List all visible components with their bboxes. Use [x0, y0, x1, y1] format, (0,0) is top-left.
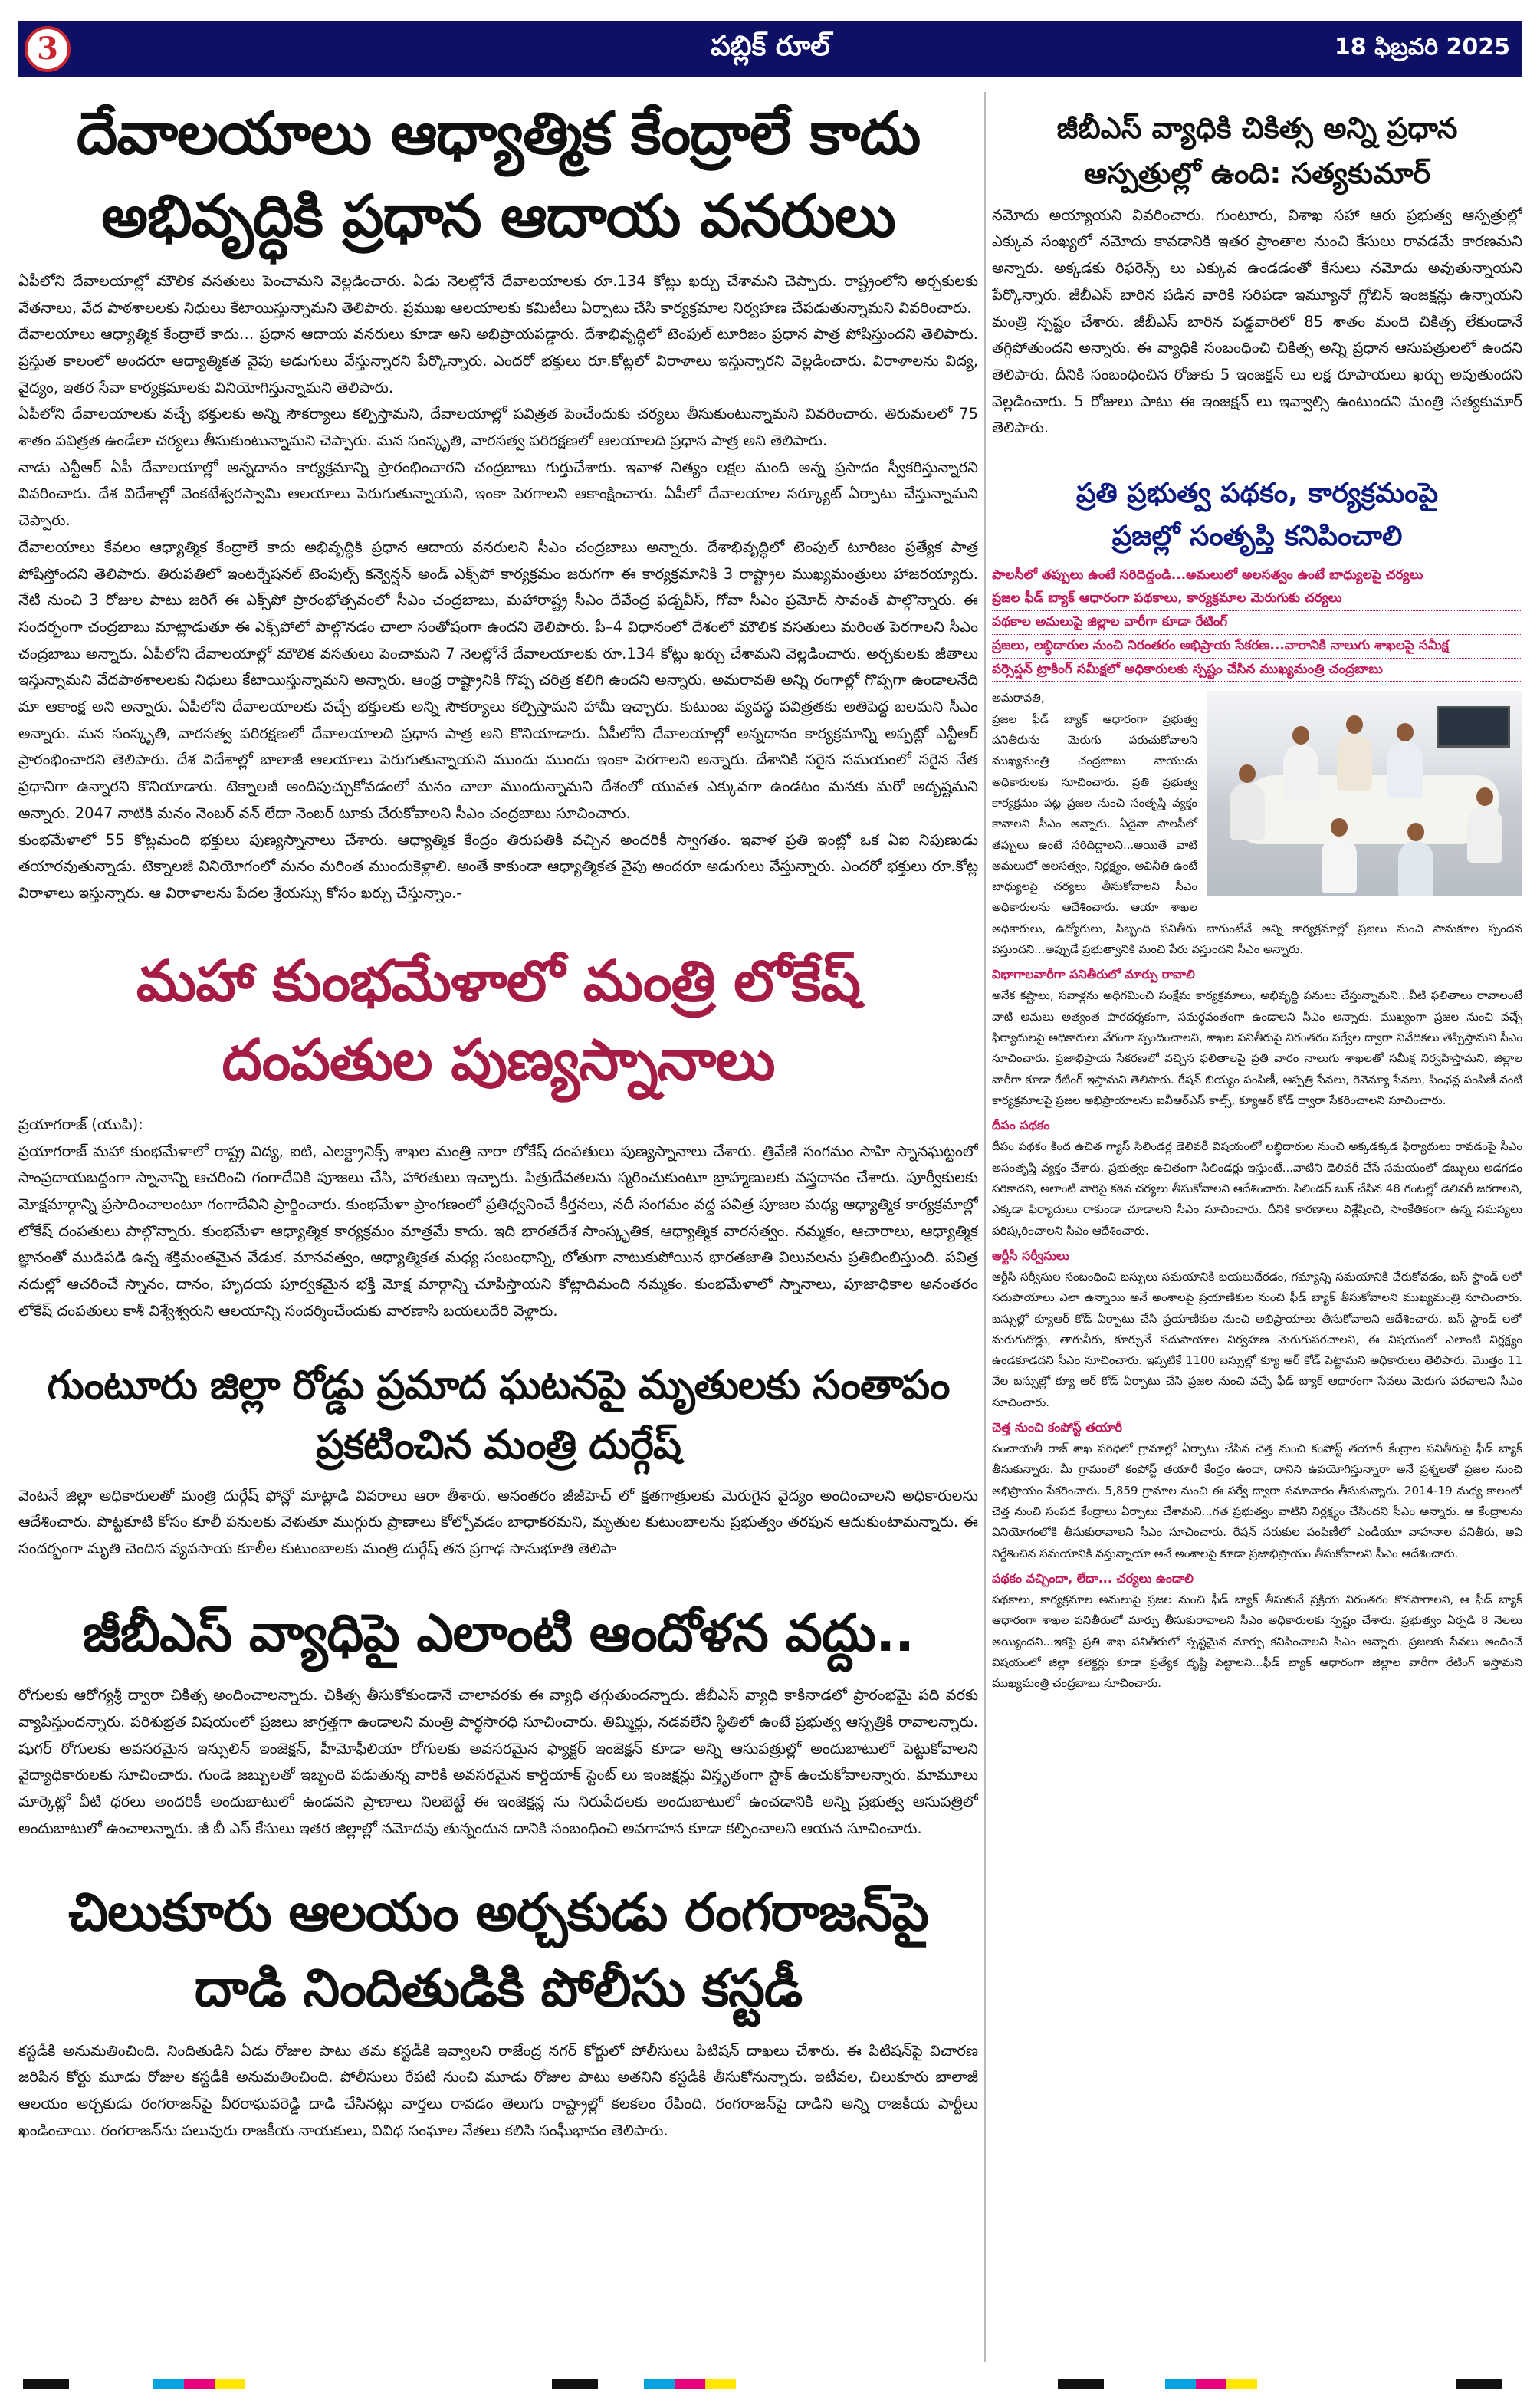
- article-body: ఏపీలోని దేవాలయాల్లో మౌలిక వసతులు పెంచామని వెల్లడించారు. ఏడు నెలల్లోనే దేవాలయాలకు రూ.134 కోట్లు ఖర్చు చేశామని చెప్పారు. రాష్ట్రంలోని అర్చకులకు వేతనాలు, వేద పాఠశాలలకు నిధులు కేటాయిస్తున్నామని తెలిపారు. ప్రముఖ ఆలయాలకు కమిటీలు ఏర్పాటు చేసి కార్యక్రమాల నిర్వహణ చేపడుతున్నామని వివరించారు. దేవాలయాలు ఆధ్యాత్మిక కేంద్రాలే కాదు… ప్రధాన ఆదాయ వనరులు కూడా అని అభిప్రాయపడ్డారు. దేశాభివృద్ధిలో టెంపుల్ టూరిజం ప్రధాన పాత్ర పోషిస్తుందని తెలిపారు. ప్రస్తుత కాలంలో అందరూ ఆధ్యాత్మికత వైపు అడుగులు వేస్తున్నారని పేర్కొన్నారు. ఎందరో భక్తులు రూ.కోట్లలో విరాళాలు ఇస్తున్నారని వెల్లడించారు. విరాళాలను విద్య, వైద్యం, ఇతర సేవా కార్యక్రమాలకు వినియోగిస్తున్నామని తెలిపారు. ఏపీలోని దేవాలయాలకు వచ్చే భక్తులకు అన్ని సౌకర్యాలు కల్పిస్తామని, దేవాలయాల్లో పవిత్రత పెంచేందుకు చర్యలు తీసుకుంటున్నామని వివరించారు. తిరుమలలో 75 శాతం పవిత్రత ఉండేలా చర్యలు తీసుకుంటున్నామని చెప్పారు. మన సంస్కృతి, వారసత్వ పరిరక్షణలో ఆలయాలది ప్రధాన పాత్ర అని తెలిపారు. నాడు ఎన్టీఆర్ ఏపీ దేవాలయాల్లో అన్నదానం కార్యక్రమాన్ని ప్రారంభించారని చంద్రబాబు గుర్తుచేశారు. ఇవాళ నిత్యం లక్షల మంది అన్న ప్రసాదం స్వీకరిస్తున్నారని వివరించారు. దేశ విదేశాల్లో వెంకటేశ్వరస్వామి ఆలయాలు పెరుగుతున్నాయని, ఇంకా పెరగాలని ఆకాంక్షించారు. ఏపీలో దేవాలయాల సర్క్యూట్ ఏర్పాటు చేస్తున్నామని చెప్పారు. దేవాలయాలు కేవలం ఆధ్యాత్మిక కేంద్రాలే కాదు అభివృద్ధికి ప్రధాన ఆదాయ వనరులని సీఎం చంద్రబాబు అన్నారు. దేశాభివృద్ధిలో టెంపుల్ టూరిజం ప్రత్యేక పాత్ర పోషిస్తోందని తెలిపారు. తిరుపతిలో ఇంటర్నేషనల్ టెంపుల్స్ కన్వెన్షన్ అండ్ ఎక్స్‌పో కార్యక్రమం జరుగగా ఈ కార్యక్రమానికి 3 రాష్ట్రాల ముఖ్యమంత్రులు హాజరయ్యారు. నేటి నుంచి 3 రోజుల పాటు జరిగే ఈ ఎక్స్‌పో ప్రారంభోత్సవంలో సీఎం చంద్రబాబు, మహారాష్ట్ర సీఎం దేవేంద్ర ఫడ్నవీస్, గోవా సీఎం ప్రమోద్ సావంత్ పాల్గొన్నారు. ఈ సందర్భంగా చంద్రబాబు మాట్లాడుతూ ఈ ఎక్స్‌పోలో పాల్గొనడం చాలా సంతోషంగా ఉందని తెలిపారు. పీ–4 విధానంలో దేశంలో మౌలిక వసతులు మరింత పెరగాలని సీఎం చంద్రబాబు అన్నారు. ఏపీలోని దేవాలయాల్లో మౌలిక వసతులు పెంచామని 7 నెలల్లోనే దేవాలయాలకు రూ.134 కోట్లు ఖర్చు చేశామని వెల్లడించారు. అర్చకులకు జీతాలు ఇస్తున్నామని వేదపాఠశాలలకు నిధులు కేటాయిస్తున్నామని అన్నారు. ఆంధ్ర రాష్ట్రానికి గొప్ప చరిత్ర కలిగి ఉందని అన్నారు. అమరావతి అన్ని రంగాల్లో గొప్పగా ఉండాలనేది మా ఆకాంక్ష అని అన్నారు. ఏపీలోని దేవాలయాలకు వచ్చే భక్తులకు అన్ని సౌకర్యాలు కల్పిస్తామని హామీ ఇచ్చారు. కుటుంబ వ్యవస్థ పవిత్రతకు అతిపెద్ద బలమని సీఎం అన్నారు. మన సంస్కృతి, వారసత్వ పరిరక్షణలో దేవాలయాలది ప్రధాన పాత్ర అని కొనియాడారు. ఏపీలోని దేవాలయాల్లో అన్నదానం కార్యక్రమాన్ని అప్పట్లో ఎన్టీఆర్ ప్రారంభించారని తెలిపారు. దేశ విదేశాల్లో బాలాజీ ఆలయాలు పెరుగుతున్నాయని ముందు ముందు ఇంకా పెరగాలని అన్నారు. దేశానికి సరైన సమయంలో సరైన నేత ప్రధానిగా ఉన్నారని కొనియాడారు. టెక్నాలజీ అందిపుచ్చుకోవడంలో మనం చాలా ముందున్నామని దేశంలో యువత ఎక్కువగా ఉండటం మనకు మరో అదృష్టమని అన్నారు. 2047 నాటికి మనం నెంబర్ వన్ లేదా నెంబర్ టూకు చేరుకోవాలని సీఎం చంద్రబాబు సూచించారు. కుంభమేళాలో 55 కోట్లమంది భక్తులు పుణ్యస్నానాలు చేశారు. ఆధ్యాత్మిక కేంద్రం తిరుపతికి వచ్చిన అందరికీ స్వాగతం. ఇవాళ ప్రతి ఇంట్లో ఒక ఏఐ నిపుణుడు తయారవుతున్నాడు. టెక్నాలజీ వినియోగంలో మనం మరింత ముందుకెళ్లాలి. అంతే కాకుండా ఆధ్యాత్మికత వైపు అందరూ అడుగులు వేస్తున్నారు. ఎందరో భక్తులు రూ.కోట్ల విరాళాలు ఇస్తున్నారు. ఆ విరాళాలను పేదల శ్రేయస్సు కోసం ఖర్చు చేస్తున్నాం.-: [18, 271, 978, 902]
- newspaper-title: పబ్లిక్ రూల్: [711, 31, 830, 62]
- section-heading: విభాగాలవారీగా పనితీరులో మార్పు రావాలి: [992, 967, 1195, 982]
- page-number: 3: [25, 26, 71, 72]
- headline-chilkur: చిలుకూరు ఆలయం అర్చకుడు రంగరాజన్‌పై దాడి నిందితుడికి పోలీసు కస్టడీ: [68, 1882, 928, 2020]
- article-gbs: [18, 1596, 978, 1843]
- section-heading: దీపం పథకం: [992, 1118, 1050, 1133]
- headline-temples: దేవాలయాలు ఆధ్యాత్మిక కేంద్రాలే కాదు అభివృద్ధికి ప్రధాన ఆదాయ వనరులు: [76, 99, 921, 250]
- subheads: పాలసీలో తప్పులు ఉంటే సరిదిద్దండి...అమలులో అలసత్వం ఉంటే బాధ్యులపై చర్యలు ప్రజల ఫీడ్ బ్యాక్ ఆధారంగా పథకాలు, కార్యక్రమాల మెరుగుకు చర్యలు పథకాల అమలుపై జిల్లాల వారీగా కూడా రేటింగ్ ప్రజలు, లబ్ధిదారుల నుంచి నిరంతరం అభిప్రాయ సేకరణ...వారానికి నాలుగు శాఖలపై సమీక్ష పర్సెప్షన్ ట్రాకింగ్ సమీక్షలో అధికారులకు స్పష్టం చేసిన ముఖ్యమంత్రి చంద్రబాబు: [992, 564, 1522, 682]
- section-heading: పథకం వచ్చిందా, లేదా... చర్యలు ఉండాలి: [992, 1570, 1194, 1586]
- masthead: [18, 21, 1522, 77]
- article-schemes: [992, 472, 1522, 1694]
- article-gbs-side: [992, 106, 1522, 442]
- column-divider: [984, 92, 986, 2362]
- left-column: [18, 92, 978, 2362]
- right-column: [992, 92, 1522, 2362]
- article-kumbh: [18, 942, 978, 1325]
- section-heading: ఆర్టీసీ సర్వీసులు: [992, 1248, 1069, 1263]
- headline-kumbh: మహా కుంభమేళాలో మంత్రి లోకేష్ దంపతుల పుణ్యస్నానాలు: [136, 948, 861, 1094]
- article-body: నమోదు అయ్యాయని వివరించారు. గుంటూరు, విశాఖ సహా ఆరు ప్రభుత్వ ఆస్పత్రుల్లో ఎక్కువ సంఖ్యలో నమోదు కావడానికి ఇతర ప్రాంతాల నుంచి కేసులు రావడమే కారణమని అన్నారు. అక్కడకు రిఫరెన్స్ లు ఎక్కువ ఉండడంతో కేసులు నమోదు అవుతున్నాయని పేర్కొన్నారు. జీబీఎస్ బారిన పడిన వారికి సరిపడా ఇమ్యూనో గ్లోబిన్ ఇంజక్షన్లు ఉన్నాయని మంత్రి స్పష్టం చేశారు. జీబీఎస్ బారిన పడ్డవారిలో 85 శాతం మంది చికిత్స లేకుండానే తగ్గిపోతుందని అన్నారు. ఈ వ్యాధికి సంబంధించి చికిత్స అన్ని ప్రధాన ఆసుపత్రులలో ఉందని తెలిపారు. దీనికి సంబంధించిన రోజుకు 5 ఇంజక్షన్ లు లక్ష రూపాయలు ఖర్చు అవుతుందని వెల్లడించారు. 5 రోజులు పాటు ఈ ఇంజక్షన్ లు ఇవ్వాల్సి ఉంటుందని మంత్రి సత్యకుమార్ తెలిపారు.: [992, 205, 1522, 437]
- headline-guntur: గుంటూరు జిల్లా రోడ్డు ప్రమాద ఘటనపై మృతులకు సంతాపం ప్రకటించిన మంత్రి దుర్గేష్: [47, 1362, 950, 1468]
- article-body: అమరావతి, ప్రజల ఫీడ్ బ్యాక్ ఆధారంగా ప్రభుత్వ పనితీరును మెరుగు పరుచుకోవాలని ముఖ్యమంత్రి చంద్రబాబు నాయుడు అధికారులకు సూచించారు. ప్రతి ప్రభుత్వ కార్యక్రమం పట్ల ప్రజల నుంచి సంతృప్తి వ్యక్తం కావాలని సీఎం అన్నారు. ఏదైనా పాలసీలో తప్పులు ఉంటే సరిదిద్దాలని...అయితే వాటి అమలులో అలసత్వం, నిర్లక్ష్యం, అవినీతి ఉంటే బాధ్యులపై చర్యలు తీసుకోవాలని సీఎం అధికారులను ఆదేశించారు. ఆయా శాఖల అధికారులు, ఉద్యోగులు, సిబ్బంది పనితీరు బాగుంటేనే అన్ని కార్యక్రమాల్లో ప్రజలు నుంచి సానుకూల స్పందన వస్తుందని...అప్పుడే ప్రభుత్వానికి మంచి పేరు వస్తుందని సీఎం అన్నారు. విభాగాలవారీగా పనితీరులో మార్పు రావాలి అనేక కష్టాలు, సవాళ్లను అధిగమించి సంక్షేమ కార్యక్రమాలు, అభివృద్ధి పనులు చేస్తున్నామని...వీటి ఫలితాలు రావాలంటే వాటి అమలు అత్యంత పారదర్శకంగా, సమర్థవంతంగా ఉండాలని సీఎం అన్నారు. ముఖ్యంగా ప్రజల నుంచి వచ్చే ఫిర్యాదులపై అధికారులు వేగంగా స్పందించాలని, శాఖల పనితీరుపై నిరంతరం సర్వేల ద్వారా నివేదికలు తెప్పిస్తామని సీఎం సూచించారు. ప్రజాభిప్రాయ సేకరణలో వచ్చిన ఫలితాలపై ప్రతి వారం నాలుగు శాఖలతో సమీక్ష నిర్వహిస్తామని, జిల్లాల వారీగా కూడా రేటింగ్ ఇస్తామని తెలిపారు. రేషన్ బియ్యం పంపిణీ, ఆస్పత్రి సేవలు, రెవెన్యూ సేవలు, పింఛన్ల పంపిణీ వంటి కార్యక్రమాలపై ప్రజల అభిప్రాయాలను ఐవీఆర్ఎస్ కాల్స్, క్యూఆర్ కోడ్ ద్వారా సేకరించాలని సూచించారు. దీపం పథకం దీపం పథకం కింద ఉచిత గ్యాస్ సిలిండర్ల డెలివరీ విషయంలో లబ్ధిదారుల నుంచి అక్కడక్కడ ఫిర్యాదులు రావడంపై సీఎం అసంతృప్తి వ్యక్తం చేశారు. ప్రభుత్వం ఉచితంగా సిలిండర్లు ఇస్తుంటే...వాటిని డెలివరీ చేసే సమయంలో డబ్బులు అడగడం సరికాదని, అలాంటి వారిపై కఠిన చర్యలు తీసుకోవాలని ఆదేశించారు. సిలిండర్ బుక్ చేసిన 48 గంటల్లో డెలివరీ జరగాలని, ఎక్కడా ఫిర్యాదులు రాకుండా చూడాలని సీఎం సూచించారు. దీనికి కారణాలు విశ్లేషించి, సాంకేతికంగా ఉన్న సమస్యలు పరిష్కరించాలని సీఎం ఆదేశించారు. ఆర్టీసీ సర్వీసులు ఆర్టీసీ సర్వీసుల సంబంధించి బస్సులు సమయానికి బయలుదేరడం, గమ్యాన్ని సమయానికి చేరుకోవడం, బస్ స్టాండ్ లలో సదుపాయాలు ఎలా ఉన్నాయి అనే అంశాలపై ప్రయాణికుల నుంచి ఫీడ్ బ్యాక్ తీసుకోవాలని ముఖ్యమంత్రి సూచించారు. బస్సుల్లో క్యూఆర్ కోడ్ ఏర్పాటు చేసి ప్రయాణికుల నుంచి అభిప్రాయాలు తీసుకోవాలని ఆదేశించారు. బస్ స్టాండ్ లలో మరుగుదొడ్లు, తాగునీరు, కూర్చునే సదుపాయాల నిర్వహణ మెరుగుపరచాలని, ఈ విషయంలో ఎలాంటి నిర్లక్ష్యం ఉండకూడదని సీఎం సూచించారు. ఇప్పటికే 1100 బస్సుల్లో క్యూ ఆర్ కోడ్ పెట్టామని అధికారులు తెలిపారు. మొత్తం 11 వేల బస్సుల్లో క్యూ ఆర్ కోడ్ ఏర్పాటు చేసి ప్రజల నుంచి వచ్చే ఫీడ్ బ్యాక్ ఆధారంగా సేవలు మెరుగు పరచాలని సీఎం సూచించారు. చెత్త నుంచి కంపోస్ట్ తయారీ పంచాయతీ రాజ్ శాఖ పరిధిలో గ్రామాల్లో ఏర్పాటు చేసిన చెత్త నుంచి కంపోస్ట్ తయారీ కేంద్రాల పనితీరుపై ఫీడ్ బ్యాక్ తీసుకున్నారు. మీ గ్రామంలో కంపోస్ట్ తయారీ కేంద్రం ఉందా, దానిని ఉపయోగిస్తున్నారా అనే ప్రశ్నలతో ప్రజల నుంచి అభిప్రాయం సేకరించారు. 5,859 గ్రామాల నుంచి ఈ సర్వే ద్వారా సమాచారం తీసుకున్నారు. 2014-19 మధ్య కాలంలో చెత్త నుంచి సంపద కేంద్రాలు ఏర్పాటు చేశామని...గత ప్రభుత్వం వాటిని నిర్లక్ష్యం చేసిందని సీఎం అన్నారు. ఆ కేంద్రాలను వినియోగంలోకి తీసుకురావాలని సీఎం సూచించారు. రేషన్ సరుకుల పంపిణీలో ఎండీయూ వాహనాల పనితీరు, అవి నిర్దేశించిన సమయానికి వస్తున్నాయా అనే అంశాలపై కూడా ప్రజాభిప్రాయం తీసుకోవాలని సీఎం ఆదేశించారు. పథకం వచ్చిందా, లేదా... చర్యలు ఉండాలి పథకాలు, కార్యక్రమాల అమలుపై ప్రజల నుంచి ఫీడ్ బ్యాక్ తీసుకునే ప్రక్రియ నిరంతరం కొనసాగాలని, ఆ ఫీడ్ బ్యాక్ ఆధారంగా శాఖల పనితీరులో మార్పు తీసుకురావాలని సీఎం అధికారులకు స్పష్టం చేశారు. ప్రభుత్వం ఏర్పడి 8 నెలలు అయ్యిందని...ఇకపై ప్రతి శాఖ పనితీరులో స్పష్టమైన మార్పు కనిపించాలని సీఎం అన్నారు. ప్రజలకు సేవలు అందించే విషయంలో జిల్లా కలెక్టర్లు కూడా ప్రత్యేక దృష్టి పెట్టాలని...ఫీడ్ బ్యాక్ ఆధారంగా జిల్లాల వారీగా రేటింగ్ ఇస్తామని ముఖ్యమంత్రి చంద్రబాబు సూచించారు.: [992, 691, 1522, 1691]
- meeting-photo: [1207, 691, 1522, 896]
- section-heading: చెత్త నుంచి కంపోస్ట్ తయారీ: [992, 1419, 1122, 1435]
- article-chilkur: [18, 1876, 978, 2144]
- article-temples: [18, 92, 978, 907]
- article-body: రోగులకు ఆరోగ్యశ్రీ ద్వారా చికిత్స అందించాలన్నారు. చికిత్స తీసుకోకుండానే చాలావరకు ఈ వ్యాధి తగ్గుతుందన్నారు. జీబీఎస్ వ్యాధి కాకినాడలో ప్రారంభమై పది వరకు వ్యాపిస్తుందన్నారు. పరిశుభ్రత విషయంలో ప్రజలు జాగ్రత్తగా ఉండాలని మంత్రి పార్థసారధి సూచించారు. తిమ్మిర్లు, నడవలేని స్థితిలో ఉంటే ప్రభుత్వ ఆస్పత్రికి రావాలన్నారు. షుగర్ రోగులకు అవసరమైన ఇన్సులిన్ ఇంజెక్షన్, హీమోఫీలియా రోగులకు అవసరమైన ఫ్యాక్టర్ ఇంజెక్షన్ కూడా అన్ని ఆసుపత్రుల్లో అందుబాటులో పెట్టుకోవాలని వైద్యాధికారులకు సూచించారు. గుండె జబ్బులతో ఇబ్బంది పడుతున్న వారికి అవసరమైన కార్డియాక్ స్టెంట్ లు ఇంజక్షన్లు విస్తృతంగా స్టాక్ ఉంచుకోవాలన్నారు. మామూలు మార్కెట్లో వీటి ధరలు అందరికీ అందుబాటులో ఉండవని ప్రాణాలు నిలబెట్టే ఈ ఇంజెక్షన్ల ను నిరుపేదలకు అందుబాటులో ఉంచడానికి అన్ని ప్రభుత్వ ఆసుపత్రిలో అందుబాటులో ఉంచాలన్నారు. జీ బీ ఎస్ కేసులు ఇతర జిల్లాల్లో నమోదవు తున్నందున దానికి సంబంధించి అవగాహన కూడా కల్పించాలని ఆయన సూచించారు.: [18, 1686, 978, 1837]
- headline-schemes: ప్రతి ప్రభుత్వ పథకం, కార్యక్రమంపై ప్రజల్లో సంతృప్తి కనిపించాలి: [1075, 478, 1439, 552]
- article-body: కస్టడీకి అనుమతించింది. నిందితుడిని ఏడు రోజుల పాటు తమ కస్టడీకి ఇవ్వాలని రాజేంద్ర నగర్ కోర్టులో పోలీసులు పిటిషన్ దాఖలు చేశారు. ఈ పిటిషన్‌పై విచారణ జరిపిన కోర్టు మూడు రోజుల కస్టడీకి అనుమతించింది. పోలీసులు రేపటి నుంచి మూడు రోజుల పాటు అతనిని కస్టడీకి తీసుకోనున్నారు. ఇటీవల, చిలుకూరు బాలాజీ ఆలయం అర్చకుడు రంగరాజన్‌పై వీరరాఘవరెడ్డి దాడి చేసినట్లు వార్తలు రావడం తెలుగు రాష్ట్రాల్లో కలకలం రేపింది. రంగరాజన్‌పై దాడిని అన్ని రాజకీయ పార్టీలు ఖండించాయి. రంగరాజన్‌ను పలువురు రాజకీయ నాయకులు, వివిధ సంఘాల నేతలు కలిసి సంఘీభావం తెలిపారు.: [18, 2041, 978, 2139]
- article-body: ప్రయాగరాజ్ (యుపి): ప్రయాగరాజ్ మహా కుంభమేళాలో రాష్ట్ర విద్య, ఐటి, ఎలక్ట్రానిక్స్ శాఖల మంత్రి నారా లోకేష్ దంపతులు పుణ్యస్నానాలు చేశారు. త్రివేణి సంగమం సాహి స్నానఘట్టంలో సాంప్రదాయబద్ధంగా స్నానాన్ని ఆచరించి గంగాదేవికి పూజలు చేసి, హారతులు ఇచ్చారు. పిత్రుదేవతలను స్మరించుకుంటూ బ్రాహ్మణులకు వస్త్రదానం చేశారు. పూర్వీకులకు మోక్షమార్గాన్ని ప్రసాదించాలంటూ గంగాదేవిని ప్రార్థించారు. కుంభమేళా ప్రాంగణంలో ప్రతిధ్వనించే కీర్తనలు, నదీ సంగమం వద్ద పవిత్ర పూజల మధ్య ఆధ్యాత్మిక కార్యక్రమాల్లో లోకేష్ దంపతులు పాల్గొన్నారు. కుంభమేళా ఆధ్యాత్మిక కార్యక్రమం మాత్రమే కాదు. ఇది భారతదేశ సాంస్కృతిక, ఆధ్యాత్మిక వారసత్వం. నమ్మకం, ఆచారాలు, ఆధ్యాత్మిక జ్ఞానంతో ముడిపడి ఉన్న శక్తిమంతమైన వేడుక. మానవత్వం, ఆధ్యాత్మికత మధ్య సంబంధాన్ని, లోతుగా నాటుకుపోయిన భారతజాతి విలువలను ప్రతిబింబిస్తుంది. పవిత్ర నదుల్లో ఆచరించే స్నానం, దానం, హృదయ పూర్వకమైన భక్తి మోక్ష మార్గాన్ని చూపిస్తాయని కోట్లాదిమంది నమ్మకం. కుంభమేళాలో స్నానాలు, పూజాధికాల అనంతరం లోకేష్ దంపతులు కాశీ విశ్వేశ్వరుని ఆలయాన్ని సందర్శించేందుకు వారణాసి బయలుదేరి వెళ్లారు.: [18, 1115, 978, 1320]
- headline-gbs: జీబీఎస్ వ్యాధిపై ఎలాంటి ఆందోళన వద్దు..: [83, 1603, 914, 1664]
- print-registration-bar: [0, 2379, 1540, 2389]
- article-guntur: [18, 1356, 978, 1563]
- article-body: వెంటనే జిల్లా అధికారులతో మంత్రి దుర్గేష్ ఫోన్లో మాట్లాడి వివరాలు ఆరా తీశారు. అనంతరం జీజీహెచ్ లో క్షతగాత్రులకు మెరుగైన వైద్యం అందించాలని అధికారులను ఆదేశించారు. పొట్టకూటి కోసం కూలీ పనులకు వెళుతూ ముగ్గురు ప్రాణాలు కోల్పోవడం బాధాకరమని, మృతుల కుటుంబాలను ప్రభుత్వం తరఫున ఆదుకుంటామన్నారు. ఈ సందర్భంగా మృతి చెందిన వ్యవసాయ కూలీల కుటుంబాలకు మంత్రి దుర్గేష్ తన ప్రగాఢ సానుభూతి తెలిపా: [18, 1486, 978, 1557]
- headline-gbs-side: జీబీఎస్ వ్యాధికి చికిత్స అన్ని ప్రధాన ఆస్పత్రుల్లో ఉంది: సత్యకుమార్: [1056, 111, 1458, 190]
- issue-date: 18 ఫిబ్రవరి 2025: [1334, 34, 1510, 61]
